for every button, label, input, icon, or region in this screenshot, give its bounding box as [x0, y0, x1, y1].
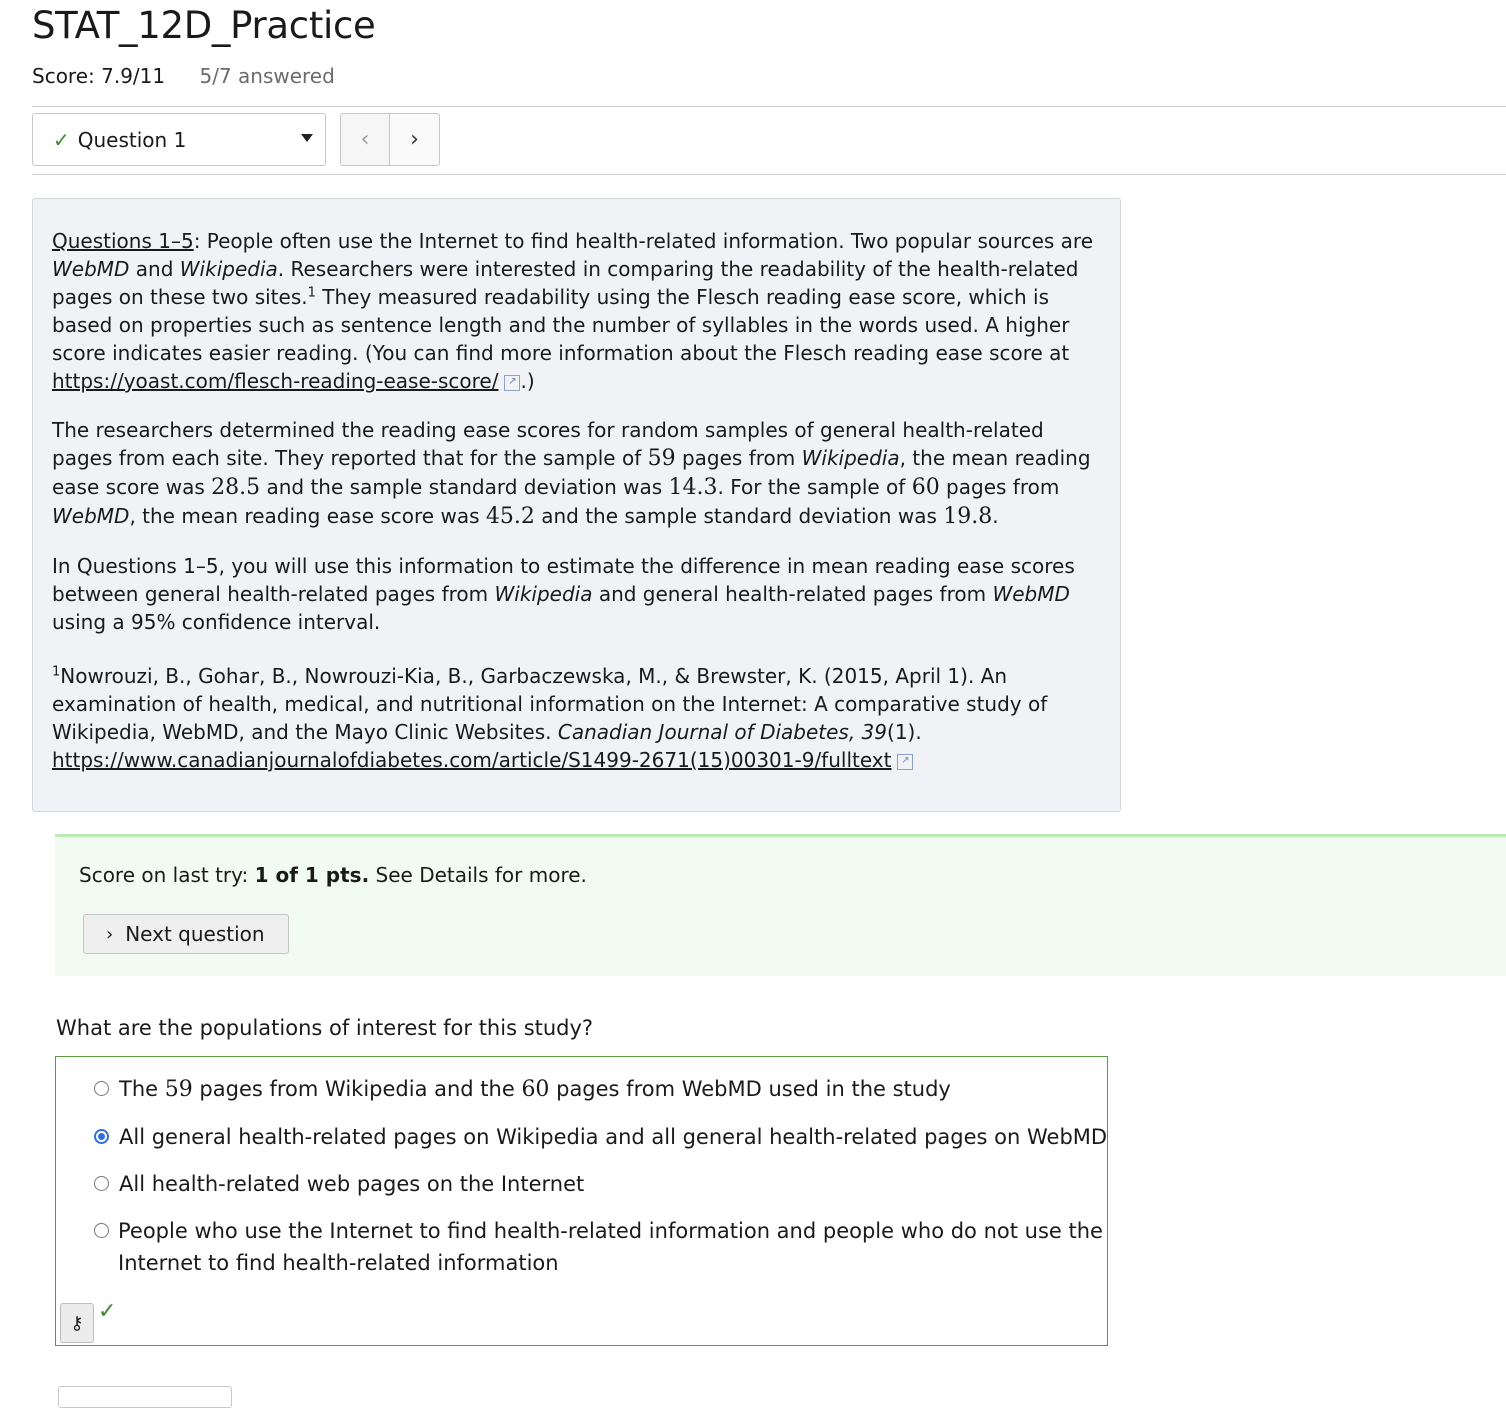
radio-button[interactable] — [94, 1176, 109, 1191]
text: They measured readability using the Flesch reading ease score, which is based on properties such as sentence length and the number of syllables in the words used. A higher score indicates easier reading. (You can find more information about the Flesch reading ease score at — [52, 285, 1070, 365]
answer-label: All health-related web pages on the Internet — [119, 1172, 585, 1196]
text: Score on last try: — [79, 863, 255, 887]
text: . — [992, 504, 999, 528]
text: In Questions 1–5, you will use this information to estimate the difference in mean reading ease scores between general health-related pages from — [52, 554, 1075, 606]
math-value: 59 — [164, 1077, 193, 1102]
text: , the mean reading ease score was — [52, 446, 1091, 499]
text: pages from Wikipedia and the — [192, 1077, 522, 1101]
text: Wikipedia — [494, 582, 593, 606]
external-link-icon: ↗ — [897, 754, 913, 770]
external-link-icon: ↗ — [504, 375, 520, 391]
show-answer-key-button[interactable] — [60, 1303, 94, 1343]
last-try-score — [79, 863, 587, 887]
math-value: 14.3 — [668, 475, 718, 500]
text: and the sample standard deviation was — [534, 504, 944, 528]
text: (1). — [887, 720, 922, 744]
answer-option-3[interactable] — [94, 1168, 1094, 1200]
math-value: 28.5 — [211, 475, 261, 500]
text: .) — [520, 369, 535, 393]
answer-label — [119, 1073, 1094, 1106]
intro-paragraph-2 — [52, 416, 1102, 531]
math-value: 45.2 — [485, 504, 535, 529]
footnote — [52, 662, 1102, 774]
footnote-marker: 1 — [52, 664, 61, 680]
text: : People often use the Internet to find health-related information. Two popular sources are — [193, 229, 1094, 253]
flesch-link[interactable]: https://yoast.com/flesch-reading-ease-score/ — [52, 369, 499, 393]
question-prompt: What are the populations of interest for this study? — [56, 1016, 594, 1040]
math-value: 19.8 — [943, 504, 993, 529]
question-intro-panel — [32, 198, 1121, 812]
next-question-label: Next question — [125, 922, 265, 946]
text: and the sample standard deviation was — [260, 475, 669, 499]
text: and — [129, 257, 180, 281]
text: , the mean reading ease score was — [129, 504, 486, 528]
answer-label: All general health-related pages on Wikipedia and all general health-related pages on WebMD — [119, 1125, 1108, 1149]
submit-button[interactable] — [58, 1386, 232, 1408]
answer-label: People who use the Internet to find health-related information and people who do not use the Internet to find health-related information — [118, 1219, 1103, 1275]
math-value: 59 — [647, 446, 676, 471]
text: pages from — [939, 475, 1060, 499]
footnote-marker: 1 — [307, 285, 316, 301]
text: See Details for more. — [369, 863, 587, 887]
math-value: 60 — [911, 475, 940, 500]
key-icon: ⚷ — [70, 1312, 84, 1334]
text: WebMD — [52, 504, 130, 528]
text: Wikipedia — [179, 257, 278, 281]
text: Canadian Journal of Diabetes, 39 — [557, 720, 888, 744]
next-question-arrow-button[interactable] — [390, 113, 440, 166]
page-title: STAT_12D_Practice — [32, 4, 376, 47]
citation-link[interactable]: https://www.canadianjournalofdiabetes.com/article/S1499-2671(15)00301-9/fulltext — [52, 748, 892, 772]
chevron-left-icon: ‹ — [360, 127, 370, 152]
text: using a 95% confidence interval. — [52, 610, 381, 634]
radio-button[interactable] — [94, 1081, 109, 1096]
text: . For the sample of — [717, 475, 912, 499]
text: Nowrouzi, B., Gohar, B., Nowrouzi-Kia, B., Garbaczewska, M., & Brewster, K. (2015, April 1). An examination of health, medical, and nutritional information on the Internet: A comparative study of Wikipedia, WebMD, and the Mayo Clinic Websites. — [52, 664, 1048, 744]
text: Wikipedia — [801, 446, 900, 470]
caret-down-icon — [301, 134, 313, 142]
text: The — [119, 1077, 165, 1101]
score-text: Score: 7.9/11 — [32, 64, 166, 88]
answer-option-2[interactable] — [94, 1121, 1114, 1153]
text: WebMD — [992, 582, 1070, 606]
text: pages from — [675, 446, 802, 470]
question-nav — [340, 113, 440, 166]
answer-option-1[interactable] — [94, 1073, 1094, 1106]
score-feedback-panel — [55, 834, 1506, 976]
radio-button-selected[interactable] — [94, 1129, 109, 1144]
answered-count: 5/7 answered — [199, 64, 335, 88]
score-summary — [32, 64, 335, 88]
divider — [32, 174, 1506, 175]
correct-check-icon: ✓ — [98, 1299, 117, 1324]
chevron-right-icon: › — [410, 127, 419, 152]
question-select-label: Question 1 — [77, 127, 187, 152]
chevron-right-icon: › — [106, 923, 114, 945]
divider — [32, 106, 1506, 107]
radio-button[interactable] — [94, 1223, 109, 1238]
intro-paragraph-3 — [52, 552, 1102, 636]
check-icon: ✓ — [53, 127, 70, 152]
questions-range-link[interactable]: Questions 1–5 — [52, 229, 194, 253]
text: and general health-related pages from — [592, 582, 993, 606]
previous-question-button[interactable] — [340, 113, 390, 166]
next-question-button[interactable] — [83, 914, 289, 954]
points: 1 of 1 pts. — [254, 863, 370, 887]
math-value: 60 — [521, 1077, 550, 1102]
text: WebMD — [52, 257, 130, 281]
text: pages from WebMD used in the study — [549, 1077, 951, 1101]
answer-option-4[interactable] — [94, 1215, 1106, 1279]
text: The researchers determined the reading ease scores for random samples of general health-related pages from each site. They reported that for the sample of — [52, 418, 1044, 470]
text: . Researchers were interested in comparing the readability of the health-related pages on these two sites. — [52, 257, 1079, 309]
answer-choices — [55, 1056, 1108, 1346]
intro-paragraph-1 — [52, 227, 1102, 395]
question-select[interactable] — [32, 113, 326, 166]
